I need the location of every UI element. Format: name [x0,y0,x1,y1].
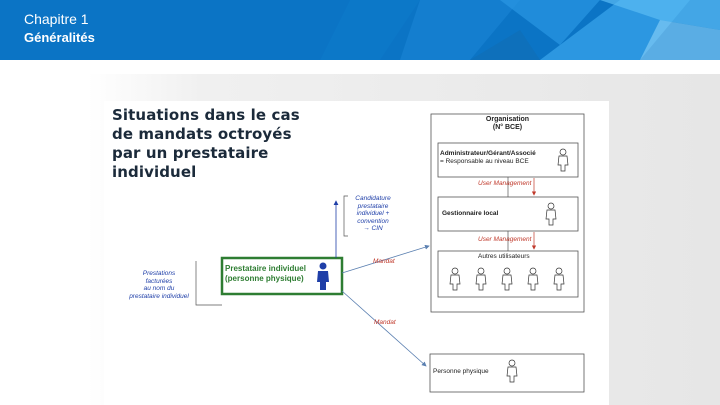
candidature-line-3: individuel + [356,210,390,217]
title-line-2: de mandats octroyés [112,125,292,143]
provider-line-1: Prestataire individuel [225,264,306,273]
candidature-line-5: → CIN [363,225,383,232]
billed-line-2: facturées [145,277,173,285]
other-users-label: Autres utilisateurs [478,253,530,260]
admin-label [440,150,536,166]
diagram-graphics [104,101,609,405]
chapter-label: Chapitre 1 [24,11,89,27]
header-decoration [0,0,720,60]
candidature-line-1: Candidature [355,195,391,202]
candidature-line-2: prestataire [357,202,389,210]
provider-line-2: (personne physique) [225,274,304,283]
organisation-label: Organisation [485,116,530,123]
organisation-title [455,116,560,132]
local-manager-label: Gestionnaire local [442,210,499,217]
organisation-bce: (N° BCE) [492,124,523,131]
header-banner [0,0,720,60]
admin-role: Administrateur/Gérant/Associé [440,150,536,157]
candidature-label [350,195,396,233]
mandate-label-1: Mandat [373,258,395,265]
title-line-3: par un prestataire [112,144,269,162]
provider-label [225,264,306,284]
admin-responsibility: = Responsable au niveau BCE [440,158,529,165]
candidature-line-4: convention [357,217,389,225]
person-label: Personne physique [433,368,489,375]
billed-line-4: prestataire individuel [129,292,189,300]
billed-line-3: au nom du [143,285,175,292]
user-management-label-1: User Management [478,180,532,187]
mandate-label-2: Mandat [374,319,396,326]
chapter-subtitle: Généralités [24,30,95,45]
user-management-label-2: User Management [478,236,532,243]
title-line-1: Situations dans le cas [112,106,300,124]
billed-line-1: Prestations [142,270,176,277]
title-line-4: individuel [112,163,197,181]
billed-services-label [120,270,198,300]
